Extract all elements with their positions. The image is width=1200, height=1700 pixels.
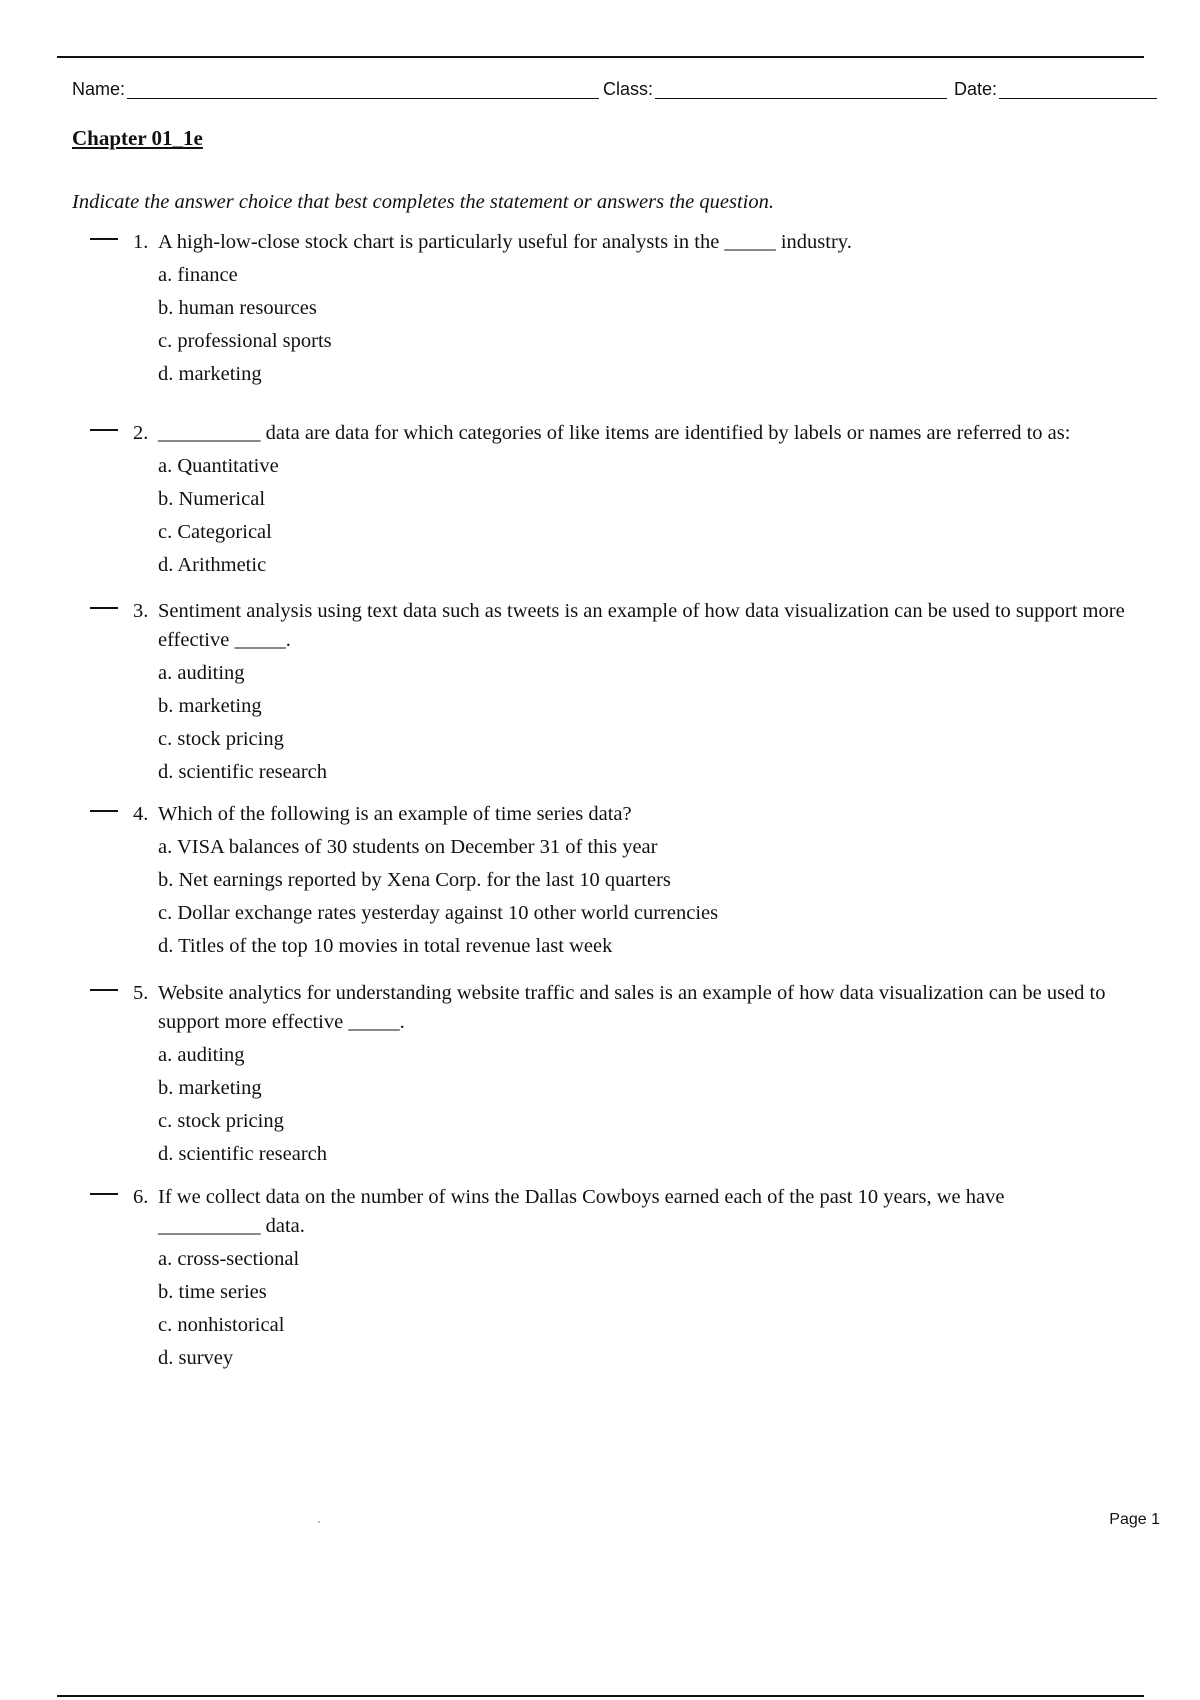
page-number: Page 1	[1109, 1511, 1160, 1528]
stray-dot	[318, 1521, 320, 1523]
answer-blank[interactable]	[90, 810, 118, 812]
option-a: a. Quantitative	[158, 455, 279, 477]
answer-blank[interactable]	[90, 607, 118, 609]
question-6	[90, 1183, 1160, 1375]
top-rule	[57, 56, 1144, 58]
question-text: Which of the following is an example of time series data?	[158, 803, 632, 825]
class-blank-line[interactable]	[655, 74, 947, 99]
option-d: d. scientific research	[158, 1143, 328, 1165]
answer-blank[interactable]	[90, 429, 118, 431]
option-a: a. cross-sectional	[158, 1248, 300, 1270]
bottom-rule	[57, 1695, 1144, 1697]
question-1	[90, 228, 1160, 391]
option-c: c. stock pricing	[158, 728, 284, 750]
question-text: __________ data are data for which categories of like items are identified by labels or names are referred to as:	[158, 422, 1071, 444]
question-3	[90, 597, 1160, 789]
class-label: Class:	[603, 79, 654, 99]
option-c: c. stock pricing	[158, 1110, 284, 1132]
instructions: Indicate the answer choice that best completes the statement or answers the question.	[72, 191, 774, 213]
option-a: a. auditing	[158, 1044, 245, 1066]
question-2	[90, 419, 1160, 582]
question-number: 3.	[133, 600, 149, 622]
answer-options	[158, 1039, 1160, 1171]
question-text: Sentiment analysis using text data such as tweets is an example of how data visualization can be used to support more effective _____.	[158, 600, 1125, 651]
answer-options	[158, 1243, 1160, 1375]
answer-options	[158, 657, 1160, 789]
question-number: 4.	[133, 803, 149, 825]
option-b: b. time series	[158, 1281, 267, 1303]
question-number: 6.	[133, 1186, 149, 1208]
option-b: b. marketing	[158, 695, 262, 717]
name-blank-line[interactable]	[127, 74, 599, 99]
answer-blank[interactable]	[90, 989, 118, 991]
option-a: a. auditing	[158, 662, 245, 684]
date-field[interactable]	[954, 74, 1157, 99]
question-text: Website analytics for understanding website traffic and sales is an example of how data visualization can be used to support more effective _____.	[158, 982, 1106, 1033]
date-label: Date:	[954, 79, 998, 99]
question-number: 1.	[133, 231, 149, 253]
answer-options	[158, 259, 1160, 391]
question-4	[90, 800, 1160, 963]
question-5	[90, 979, 1160, 1171]
answer-options	[158, 831, 1160, 963]
option-d: d. scientific research	[158, 761, 328, 783]
question-number: 5.	[133, 982, 149, 1004]
option-c: c. Categorical	[158, 521, 272, 543]
option-d: d. Arithmetic	[158, 554, 267, 576]
option-c: c. Dollar exchange rates yesterday against 10 other world currencies	[158, 902, 719, 924]
option-c: c. nonhistorical	[158, 1314, 285, 1336]
option-b: b. human resources	[158, 297, 317, 319]
question-text: If we collect data on the number of wins the Dallas Cowboys earned each of the past 10 years, we have __________ data.	[158, 1186, 1005, 1237]
question-text: A high-low-close stock chart is particularly useful for analysts in the _____ industry.	[158, 231, 852, 253]
student-info-header	[72, 74, 1160, 100]
option-b: b. marketing	[158, 1077, 262, 1099]
option-a: a. finance	[158, 264, 238, 286]
option-b: b. Numerical	[158, 488, 266, 510]
option-d: d. marketing	[158, 363, 262, 385]
name-label: Name:	[72, 79, 126, 99]
name-field[interactable]	[72, 74, 599, 99]
answer-options	[158, 450, 1160, 582]
chapter-title: Chapter 01_1e	[72, 126, 203, 150]
option-d: d. survey	[158, 1347, 234, 1369]
option-d: d. Titles of the top 10 movies in total revenue last week	[158, 935, 613, 957]
answer-blank[interactable]	[90, 1193, 118, 1195]
option-b: b. Net earnings reported by Xena Corp. for the last 10 quarters	[158, 869, 671, 891]
answer-blank[interactable]	[90, 238, 118, 240]
question-number: 2.	[133, 422, 149, 444]
date-blank-line[interactable]	[999, 74, 1157, 99]
option-a: a. VISA balances of 30 students on December 31 of this year	[158, 836, 658, 858]
class-field[interactable]	[603, 74, 947, 99]
option-c: c. professional sports	[158, 330, 332, 352]
